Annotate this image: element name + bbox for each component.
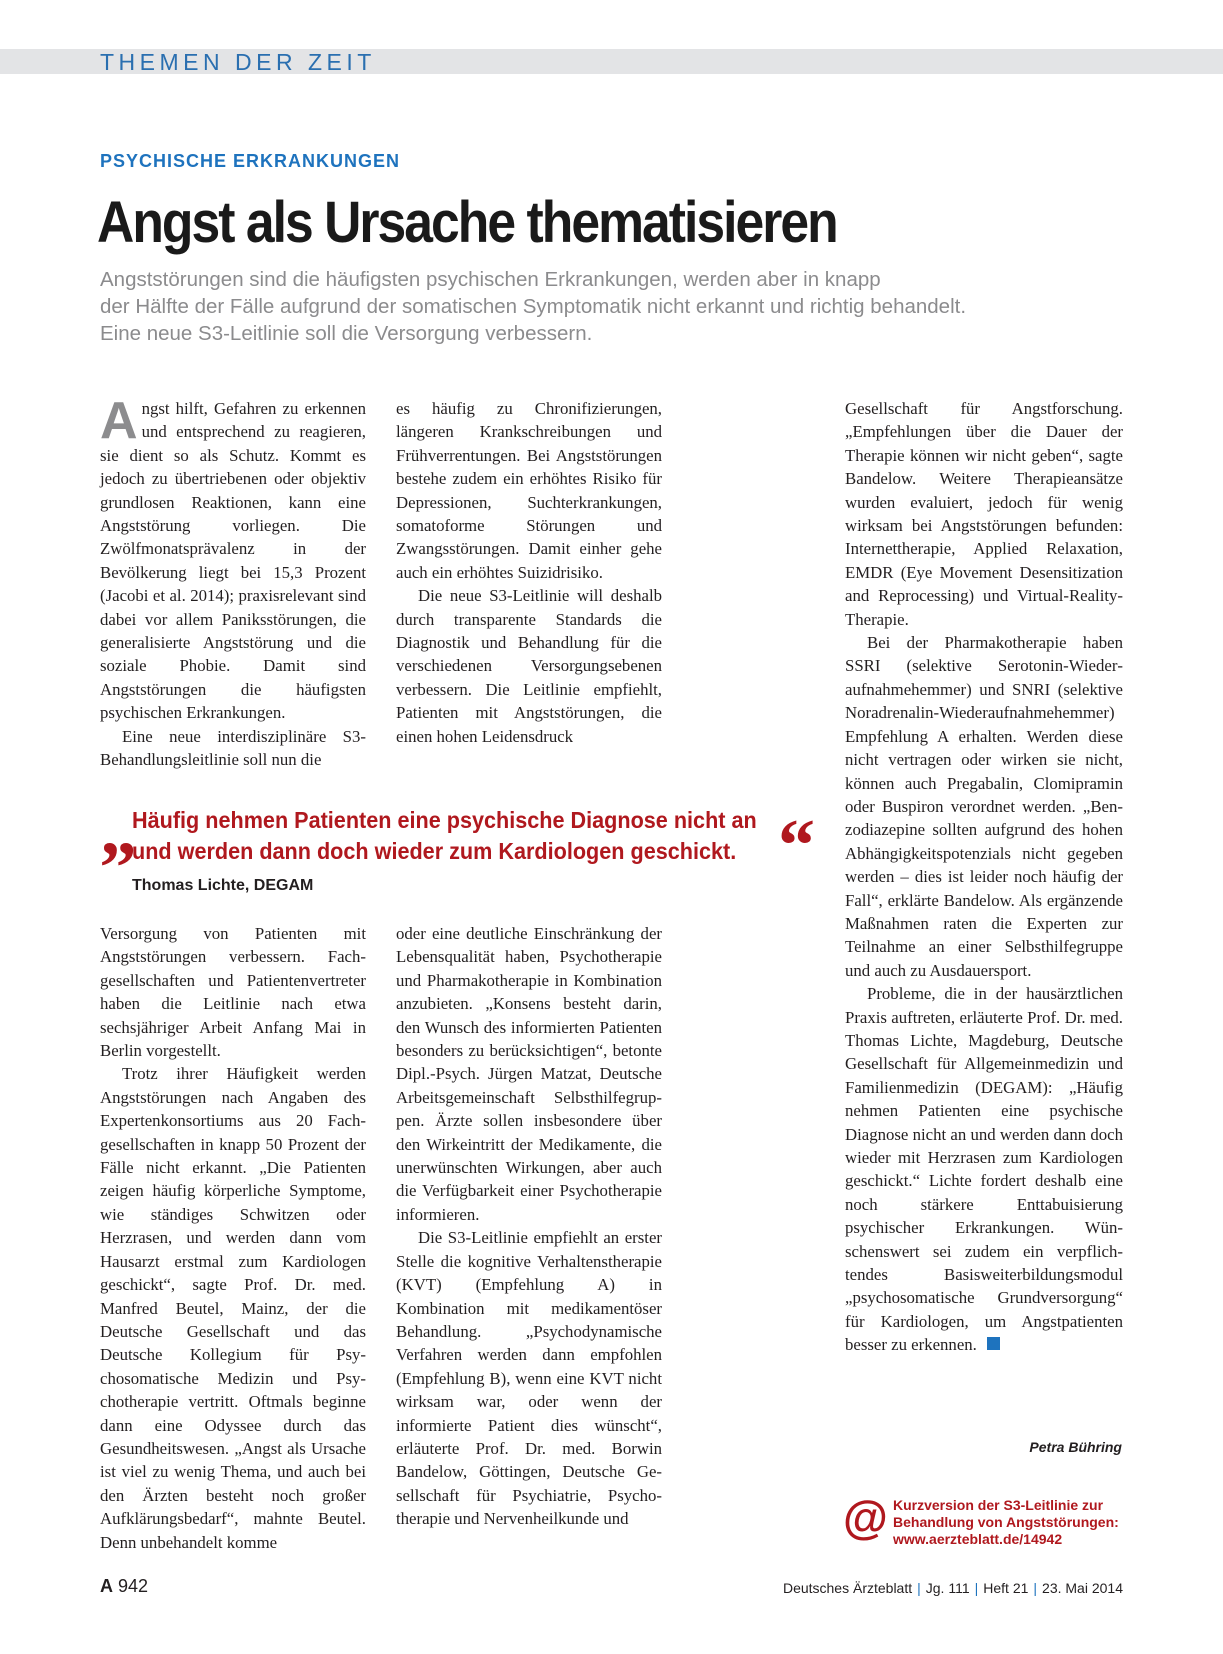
pull-quote-text (132, 805, 757, 867)
column-1-bottom (100, 922, 366, 1554)
info-line: Kurzversion der S3-Leitlinie zur (893, 1497, 1104, 1513)
pull-quote-attribution: Thomas Lichte, DEGAM (132, 877, 314, 894)
separator: | (917, 1580, 921, 1596)
paragraph: Gesellschaft für Angstforschung. „Empfehlungen über die Dauer der Therapie können wir nicht geben“, sagte Bandelow. Weitere Therapieansätze wurden evaluiert, jedoch für wenig wirksam bei Angststörungen befunden: Internettherapie, Applied Relaxation, EMDR (Eye Movement Desensitization and Reprocessing) und Virtual-Reality-Therapie. (845, 399, 1123, 629)
closing-quote-mark: “ (778, 805, 815, 887)
paragraph: Bei der Pharmakotherapie haben SSRI (selektive Serotonin-Wiederaufnahmehemmer) und SNRI (selektive Noradrenalin-Wiederaufnahmehemmer) Empfehlung A erhalten. Werden diese nicht vertragen oder wirken sie nicht, können auch Pregabalin, Clomipramin oder Buspiron verordnet werden. „Benzodiazepine sollten aufgrund des hohen Abhängigkeitspotenzials nicht gegeben werden – dies ist leider noch häufig der Fall“, erklärte Bandelow. Als ergänzende Maßnahmen raten die Experten zur Teilnahme an einer Selbsthilfegruppe und auch zu Ausdauersport. (845, 633, 1123, 980)
page-number (100, 1576, 148, 1597)
lead-line: Angststörungen sind die häufigsten psychischen Erkrankungen, werden aber in knapp (100, 268, 881, 291)
article-title: Angst als Ursache thematisieren (97, 190, 837, 255)
paragraph (845, 982, 1123, 1357)
pull-quote-line: und werden dann doch wieder zum Kardiologen geschickt. (132, 838, 737, 864)
author-signature: Petra Bühring (1029, 1439, 1122, 1455)
page-number-value: 942 (118, 1576, 149, 1596)
paragraph (100, 392, 366, 725)
journal-date: 23. Mai 2014 (1042, 1580, 1123, 1596)
column-2-top (396, 397, 662, 748)
paragraph-text: ngst hilft, Gefahren zu erkennen und entsprechend zu reagieren, sie dient so als Schutz. Kommt es jedoch zu übertriebenen oder objektiv grundlosen Reaktionen, kann eine Angststörung vorliegen. Die Zwölfmonatsprävalenz in der Bevölkerung liegt bei 15,3 Prozent (Jacobi et al. 2014); praxisrelevant sind dabei vor allem Paniksstörungen, die generalisierte Angststörung und die soziale Phobie. Damit sind Angststörungen die häufigsten psychischen Erkrankungen. (100, 399, 366, 723)
paragraph: Die neue S3-Leitlinie will deshalb durch transparente Standards die Diagnostik und Behandlung für die verschiedenen Versorgungsebenen verbessern. Die Leitlinie empfiehlt, Patienten mit Angststörungen, die einen hohen Leidensdruck (396, 586, 662, 746)
journal-footer (783, 1580, 1123, 1596)
page-prefix: A (100, 1576, 113, 1596)
paragraph: Trotz ihrer Häufigkeit werden Angststörungen nach Angaben des Expertenkonsortiums aus 20 Fachgesellschaften in knapp 50 Prozent der Fälle nicht erkannt. „Die Patienten zeigen häufig körperliche Symptome, wie ständiges Schwitzen oder Herzrasen, und werden dann vom Hausarzt erstmal zum Kardiologen geschickt“, sagte Prof. Dr. med. Manfred Beutel, Mainz, der die Deutsche Gesellschaft und das Deutsche Kollegium für Psychosomatische Medizin und Psychotherapie vertritt. Oftmals beginne dann eine Odyssee durch das Gesundheitswesen. „Angst als Ursache ist viel zu wenig Thema, und auch bei den Ärzten besteht noch großer Aufklärungsbedarf“, mahnte Beutel. Denn unbehandelt komme (100, 1064, 366, 1552)
opening-quote-mark: „ (100, 789, 137, 871)
article-lead (100, 266, 1120, 347)
column-3 (845, 397, 1123, 1357)
info-line: Behandlung von Angststörungen: (893, 1514, 1119, 1530)
info-link[interactable]: www.aerzteblatt.de/14942 (893, 1531, 1063, 1547)
paragraph-text: Probleme, die in der hausärztlichen Praxis auftreten, erläuterte Prof. Dr. med. Thomas Lichte, Magdeburg, Deutsche Gesellschaft für Allgemeinmedizin und Familienmedizin (DEGAM): „Häufig nehmen Patienten eine psychische Diagnose nicht an und werden dann doch wieder mit Herzrasen zum Kardiologen geschickt.“ Lichte fordert deshalb eine noch stärkere Enttabuisierung psychischer Erkrankungen. Wünschenswert sei zudem ein verpflichtendes Basisweiterbildungsmodul „psychosomatische Grundversorgung“ für Kardiologen, um Angstpatienten besser zu erkennen. (845, 984, 1123, 1355)
journal-name: Deutsches Ärzteblatt (782, 1580, 913, 1596)
separator: | (1033, 1580, 1038, 1596)
end-mark-icon (987, 1337, 1000, 1350)
drop-cap: A (100, 392, 138, 450)
lead-line: der Hälfte der Fälle aufgrund der somatischen Symptomatik nicht erkannt und richtig behandelt. (100, 295, 967, 318)
info-link-box[interactable] (893, 1497, 1119, 1548)
column-1-top (100, 392, 366, 772)
journal-issue: Heft 21 (983, 1580, 1029, 1596)
article-kicker: PSYCHISCHE ERKRANKUNGEN (100, 151, 401, 171)
column-2-bottom (396, 922, 662, 1531)
pull-quote-line: Häufig nehmen Patienten eine psychische Diagnose nicht an (132, 807, 757, 833)
at-sign-icon: @ (843, 1491, 888, 1543)
journal-volume: Jg. 111 (925, 1580, 970, 1596)
paragraph: Eine neue interdisziplinäre S3-Behandlungsleitlinie soll nun die (100, 726, 366, 770)
section-rubric: THEMEN DER ZEIT (100, 49, 376, 75)
paragraph: oder eine deutliche Einschränkung der Lebensqualität haben, Psychotherapie und Pharmakotherapie in Kombination anzubieten. „Konsens besteht darin, den Wunsch des informierten Patienten besonders zu berücksichtigen“, betonte Dipl.-Psych. Jürgen Matzat, Deutsche Arbeitsgemeinschaft Selbsthilfegruppen. Ärzte sollen insbesondere über den Wirkeintritt der Medikamente, die unerwünschten Wirkungen, aber auch die Verfügbarkeit einer Psychotherapie informieren. (396, 924, 662, 1224)
separator: | (974, 1580, 979, 1596)
lead-line: Eine neue S3-Leitlinie soll die Versorgung verbessern. (100, 322, 593, 345)
paragraph: es häufig zu Chronifizierungen, längeren Krankschreibungen und Frühverrentungen. Bei Angststörungen bestehe zudem ein erhöhtes Risiko für Depressionen, Suchterkrankungen, somatoforme Störungen und Zwangsstörungen. Damit einher gehe auch ein erhöhtes Suizidrisiko. (396, 399, 662, 582)
paragraph: Die S3-Leitlinie empfiehlt an erster Stelle die kognitive Verhaltenstherapie (KVT) (Empfehlung A) in Kombination mit medikamentöser Behandlung. „Psychodynamische Verfahren werden dann empfohlen (Empfehlung B), wenn eine KVT nicht wirksam war, oder wenn der informierte Patient dies wünscht“, erläuterte Prof. Dr. med. Borwin Bandelow, Göttingen, Deutsche Gesellschaft für Psychiatrie, Psychotherapie und Nervenheilkunde und (396, 1228, 662, 1529)
paragraph: Versorgung von Patienten mit Angststörungen verbessern. Fachgesellschaften und Patientenvertreter haben die Leitlinie nach etwa sechsjähriger Arbeit Anfang Mai in Berlin vorgestellt. (100, 924, 366, 1061)
